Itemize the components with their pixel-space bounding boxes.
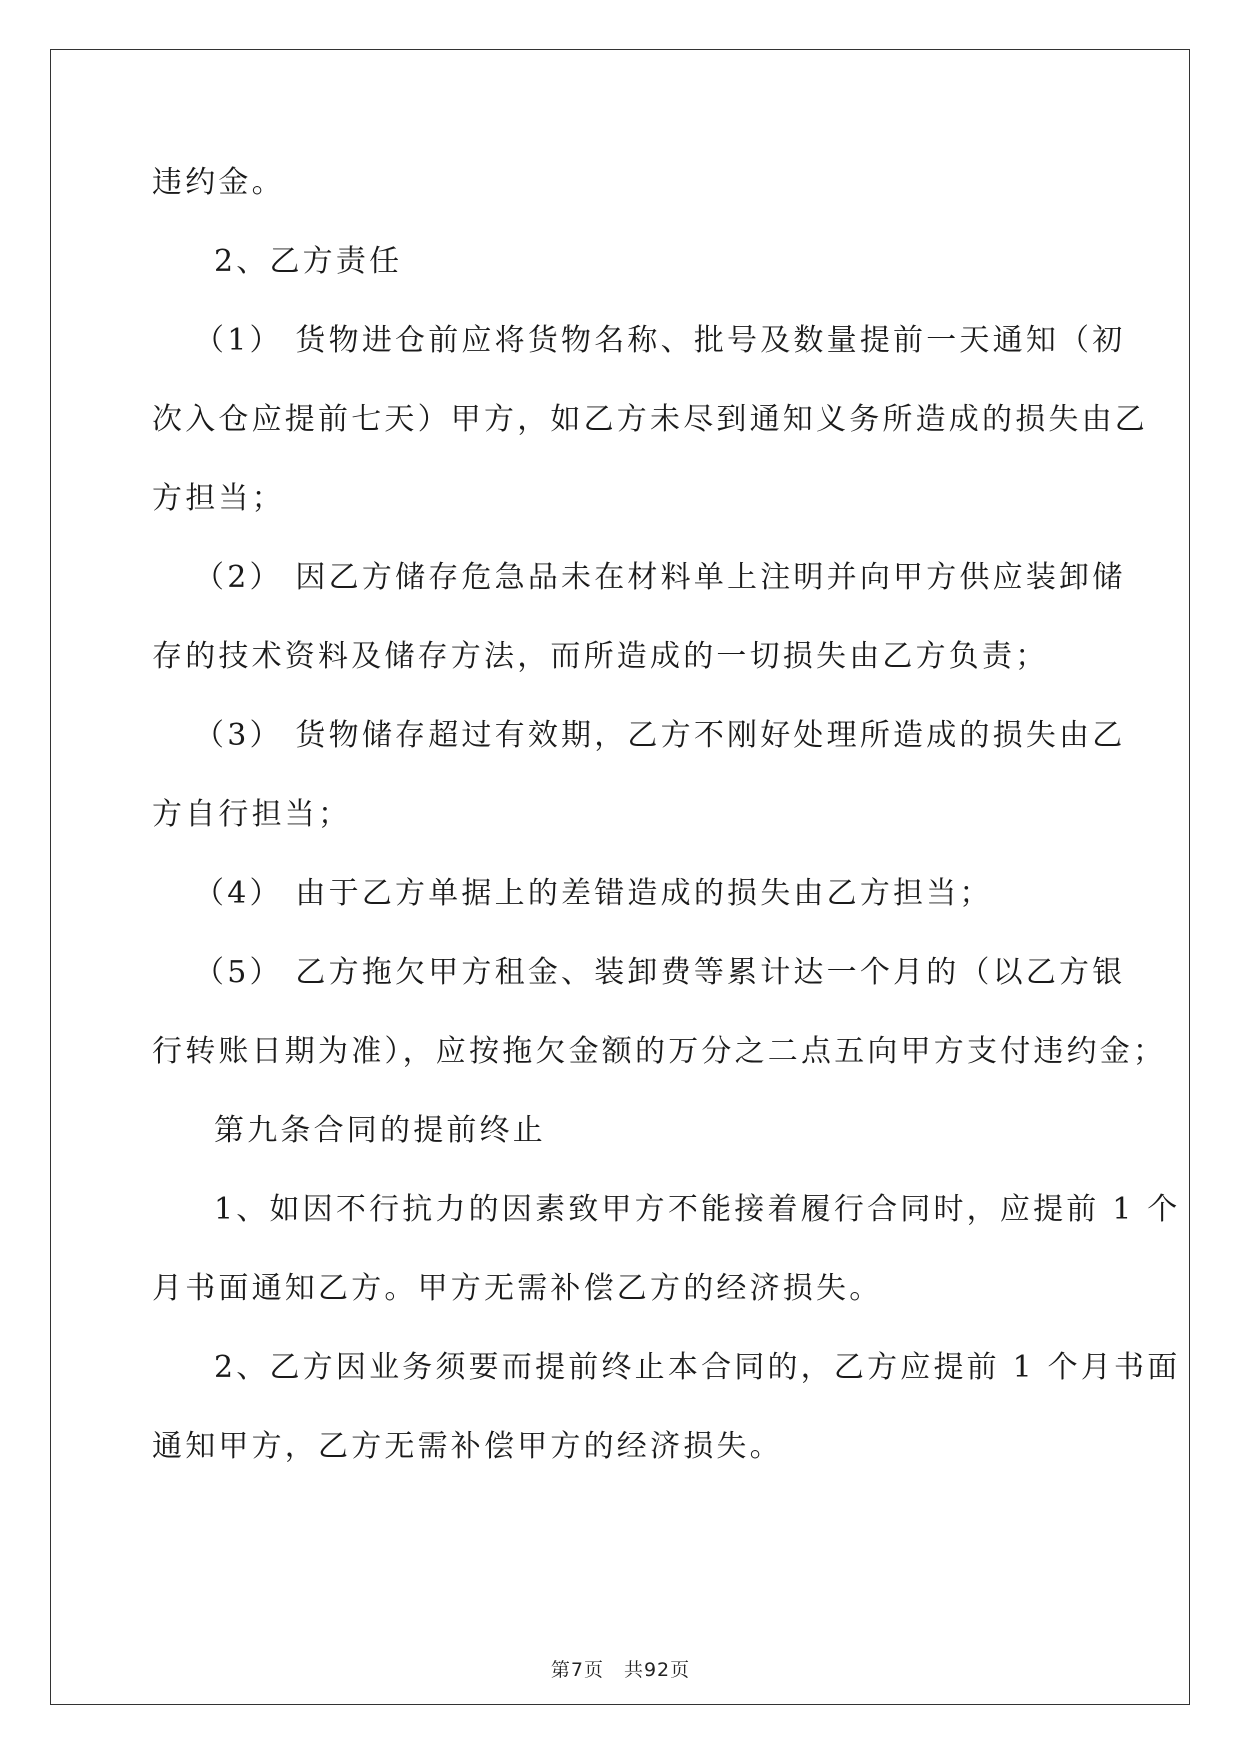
page-total: 共92页 <box>623 1659 691 1681</box>
document-body <box>152 165 1181 1508</box>
text-line: （1） 货物进仓前应将货物名称、批号及数量提前一天通知（初 <box>194 323 1126 358</box>
text-line: 通知甲方，乙方无需补偿甲方的经济损失。 <box>152 1429 783 1464</box>
text-line: 方自行担当； <box>152 797 352 832</box>
text-line: （2） 因乙方储存危急品未在材料单上注明并向甲方供应装卸储 <box>194 560 1126 595</box>
text-line: （4） 由于乙方单据上的差错造成的损失由乙方担当； <box>194 876 993 911</box>
text-line: 行转账日期为准），应按拖欠金额的万分之二点五向甲方支付违约金； <box>152 1034 1167 1069</box>
text-line: 2、乙方因业务须要而提前终止本合同的，乙方应提前 1 个月书面 <box>214 1350 1181 1385</box>
text-line: 方担当； <box>152 481 285 516</box>
text-line: （5） 乙方拖欠甲方租金、装卸费等累计达一个月的（以乙方银 <box>194 955 1126 990</box>
text-line: 月书面通知乙方。甲方无需补偿乙方的经济损失。 <box>152 1271 883 1306</box>
page-footer <box>0 1655 1241 1682</box>
text-line: 次入仓应提前七天）甲方，如乙方未尽到通知义务所造成的损失由乙 <box>152 402 1148 437</box>
text-line: 1、如因不行抗力的因素致甲方不能接着履行合同时，应提前 1 个 <box>214 1192 1181 1227</box>
text-line: 违约金。 <box>152 165 285 200</box>
text-line: 存的技术资料及储存方法，而所造成的一切损失由乙方负责； <box>152 639 1049 674</box>
text-line: （3） 货物储存超过有效期，乙方不刚好处理所造成的损失由乙 <box>194 718 1126 753</box>
section-heading: 2、乙方责任 <box>214 244 403 279</box>
article-heading: 第九条合同的提前终止 <box>214 1113 546 1148</box>
page-number: 第7页 <box>550 1659 604 1681</box>
